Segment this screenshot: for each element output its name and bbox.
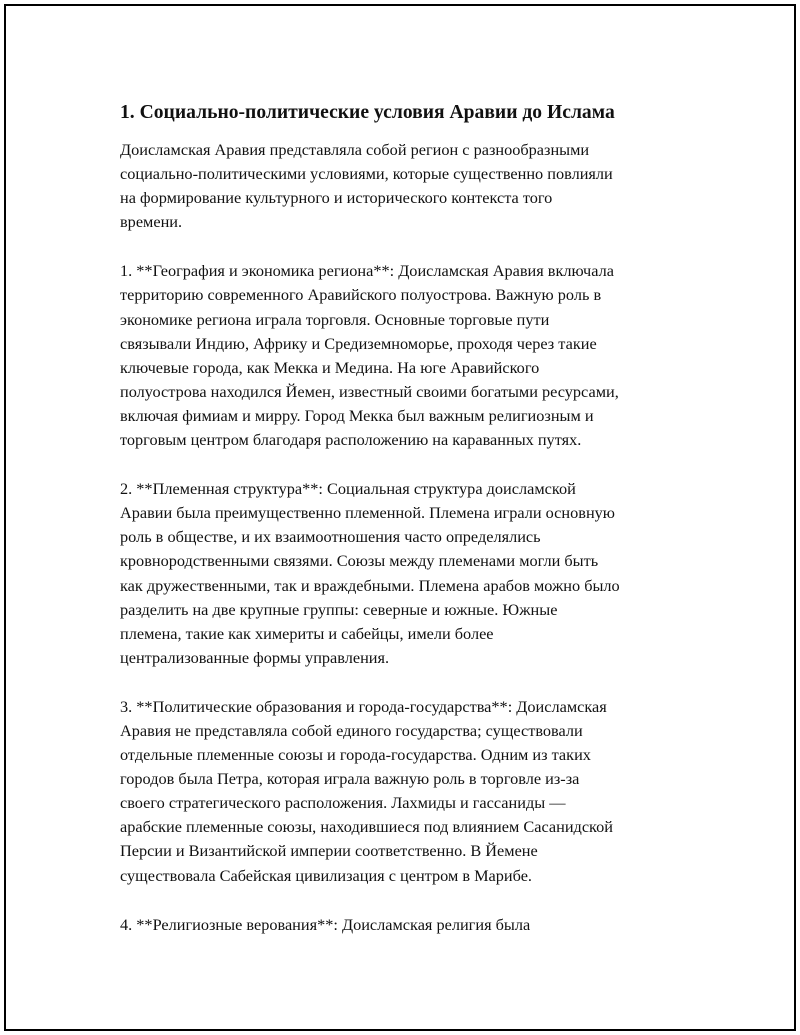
intro-paragraph: Доисламская Аравия представляла собой регион с разнообразными социально-политическими условиями, которые существенно повлияли на формирование культурного и исторического контекста того времени. [120, 140, 613, 232]
religious-beliefs-paragraph: 4. **Религиозные верования**: Доисламская религия была [120, 914, 531, 934]
political-entities-paragraph: 3. **Политические образования и города-государства**: Доисламская Аравия не представляла собой единого государства; существовали отдельные племенные союзы и города-государства. Одним из таких городов была Петра, которая играла важную роль в торговле из-за своего стратегического расположения. Лахмиды и гассаниды — арабские племенные союзы, находившиеся под влиянием Сасанидской Персии и Византийской империи соответственно. В Йемене существовала Сабейская цивилизация с центром в Марибе. [120, 696, 613, 885]
section-heading: 1. Социально-политические условия Аравии до Ислама [120, 102, 615, 123]
tribal-structure-paragraph: 2. **Племенная структура**: Социальная структура доисламской Аравии была преимущественно племенной. Племена играли основную роль в обществе, и их взаимоотношения часто определялись кровнородственными связями. Союзы между племенами могли быть как дружественными, так и враждебными. Племена арабов можно было разделить на две крупные группы: северные и южные. Южные племена, такие как химериты и сабейцы, имели более централизованные формы управления. [120, 479, 620, 667]
geography-paragraph: 1. **География и экономика региона**: Доисламская Аравия включала территорию современного Аравийского полуострова. Важную роль в экономике региона играла торговля. Основные торговые пути связывали Индию, Африку и Средиземноморье, проходя через такие ключевые города, как Мекка и Медина. На юге Аравийского полуострова находился Йемен, известный своими богатыми ресурсами, включая фимиам и мирру. Город Мекка был важным религиозным и торговым центром благодаря расположению на караванных путях. [120, 261, 619, 450]
page-frame [4, 4, 796, 1031]
document-body [120, 100, 710, 962]
